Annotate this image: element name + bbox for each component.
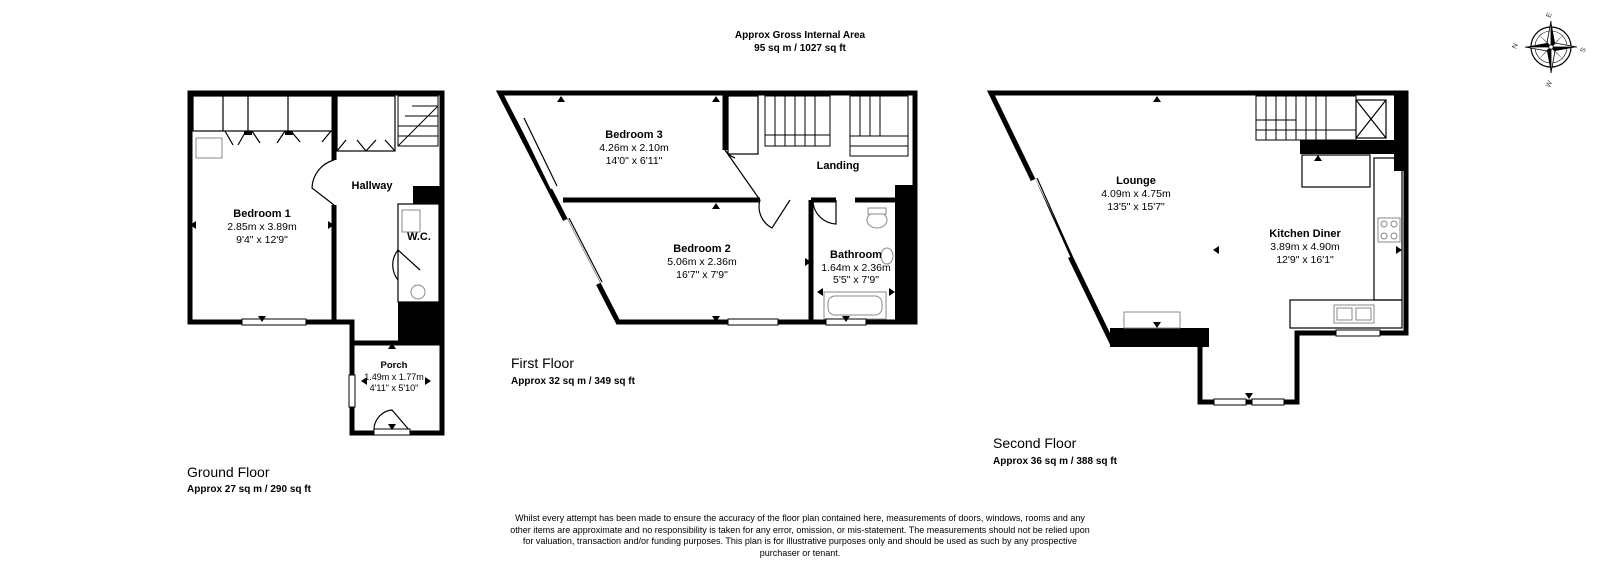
compass-w-label: W [1545,79,1555,89]
ground-floor-plan [187,93,442,495]
kitchen-name: Kitchen Diner [1269,228,1341,240]
compass-e-label: E [1545,11,1554,19]
lounge-imperial: 13'5" x 15'7" [1107,201,1165,213]
gross-area-value: 95 sq m / 1027 sq ft [754,43,846,54]
bedroom2-name: Bedroom 2 [673,243,731,255]
hallway-name: Hallway [351,180,393,192]
gross-area-title: Approx Gross Internal Area [734,30,866,41]
bedroom1-metric: 2.85m x 3.89m [227,221,297,233]
wc-name: W.C. [407,231,431,243]
porch-imperial: 4'11" x 5'10" [369,383,419,393]
second-floor-plan [991,93,1406,467]
porch-name: Porch [380,360,408,371]
bedroom1-name: Bedroom 1 [233,208,291,220]
bedroom1-imperial: 9'4" x 12'9" [236,234,288,246]
bedroom3-metric: 4.26m x 2.10m [599,142,669,154]
first-floor-area: Approx 32 sq m / 349 sq ft [511,376,635,387]
bathroom-metric: 1.64m x 2.36m [821,262,891,274]
compass-icon [1511,11,1588,88]
bedroom3-imperial: 14'0" x 6'11" [605,155,663,167]
compass-s-label: S [1579,46,1588,54]
ground-floor-area: Approx 27 sq m / 290 sq ft [187,484,311,495]
bedroom2-metric: 5.06m x 2.36m [667,256,737,268]
bedroom3-name: Bedroom 3 [605,129,663,141]
compass-n-label: N [1511,42,1520,51]
first-floor-title: First Floor [511,355,574,371]
second-floor-title: Second Floor [993,435,1077,451]
lounge-name: Lounge [1116,175,1156,187]
bathroom-imperial: 5'5" x 7'9" [833,274,879,286]
bedroom2-imperial: 16'7" x 7'9" [676,269,728,281]
kitchen-metric: 3.89m x 4.90m [1270,241,1340,253]
landing-name: Landing [816,160,860,172]
bathroom-name: Bathroom [830,249,882,261]
second-floor-area: Approx 36 sq m / 388 sq ft [993,456,1117,467]
kitchen-imperial: 12'9" x 16'1" [1276,254,1334,266]
lounge-metric: 4.09m x 4.75m [1101,188,1171,200]
porch-metric: 1.49m x 1.77m [364,372,424,382]
first-floor-plan [500,93,915,387]
ground-floor-title: Ground Floor [187,464,270,480]
disclaimer-text: Whilst every attempt has been made to ensure the accuracy of the floor plan contained here, measurements of doors, windows, rooms and any other items are approximate and no responsibility is taken for any error, omission, or mis-statement. The measurements should not be relied upon for valuation, transaction and/or funding purposes. This plan is for illustrative purposes only and should be used as such by any prospective purchaser or tenant. [510,513,1090,558]
